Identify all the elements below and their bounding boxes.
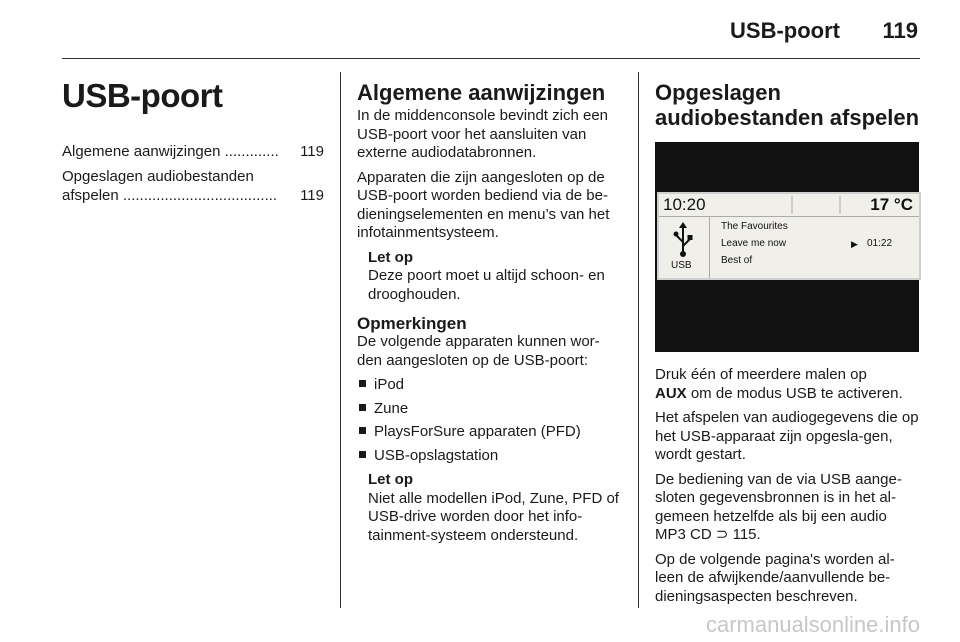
note-box: [368, 249, 623, 305]
playback-column: [655, 80, 921, 612]
clock: 10:20: [663, 195, 706, 214]
aux-key: AUX: [655, 384, 687, 402]
bullet-square-icon: [359, 427, 366, 434]
paragraph: De volgende apparaten kunnen wor-den aangesloten op de USB-poort:: [357, 333, 600, 369]
paragraph: Op de volgende pagina's worden al-leen de afwijkende/aanvullende be-dieningsaspecten beschreven.: [655, 550, 895, 605]
note-title: Let op: [368, 248, 413, 266]
page-number: 119: [882, 18, 918, 43]
note-box: [368, 471, 623, 545]
list-item: USB-opslagstation: [357, 447, 623, 466]
toc-label: Algemene aanwijzingen .............: [62, 143, 279, 160]
bullet-square-icon: [359, 380, 366, 387]
note-text: Deze poort moet u altijd schoon- en drooghouden.: [368, 267, 605, 303]
paragraph: Het afspelen van audiogegevens die op het USB-apparaat zijn opgesla-gen, wordt gestart.: [655, 409, 919, 463]
temperature: 17 °C: [870, 195, 913, 214]
column-divider: [340, 72, 341, 608]
list-item: PlaysForSure apparaten (PFD): [357, 423, 623, 442]
chapter-title: USB-poort: [62, 77, 223, 114]
display-status-bar: [659, 194, 919, 217]
section-heading: Opgeslagen audiobestanden afspelen: [655, 80, 920, 130]
reference-arrow-icon: ⊃: [715, 526, 729, 543]
toc-entry[interactable]: [62, 167, 324, 205]
toc-page: 119: [300, 143, 324, 160]
section-heading: Algemene aanwijzingen: [357, 80, 606, 105]
paragraph: In de middenconsole bevindt zich een USB-poort voor het aansluiten van externe audiodatabronnen.: [357, 107, 609, 161]
usb-icon: [673, 222, 693, 258]
bullet-square-icon: [359, 404, 366, 411]
source-label: USB: [671, 260, 692, 271]
note-text: Niet alle modellen iPod, Zune, PFD of USB-drive worden door het info-tainment-systeem ondersteund.: [368, 489, 619, 544]
column-divider: [638, 72, 639, 608]
paragraph: Druk één of meerdere malen op AUX om de modus USB te activeren.: [655, 366, 903, 402]
paragraph: Apparaten die zijn aangesloten op de USB-poort worden bediend via de be-dieningselementen en menu’s van het infotainmentsysteem.: [357, 168, 610, 241]
bullet-square-icon: [359, 451, 366, 458]
device-list: [357, 376, 623, 465]
toc-label-cont: afspelen .....................................: [62, 187, 278, 204]
toc-label: Opgeslagen audiobestanden: [62, 168, 254, 185]
play-icon: ▶: [851, 239, 858, 249]
toc-column: [62, 78, 324, 211]
watermark: carmanualsonline.info: [705, 612, 920, 637]
toc-page: 119: [300, 187, 324, 204]
paragraph: De bediening van de via USB aange-sloten gegevensbronnen is in het al-gemeen hetzelfde als bij een audio MP3 CD ⊃ 115.: [655, 470, 902, 543]
display-screen: [657, 192, 921, 280]
list-item: Zune: [357, 400, 623, 419]
track-item: Leave me now: [721, 238, 787, 249]
track-item: Best of: [721, 255, 753, 266]
infotainment-display-figure: [655, 142, 919, 352]
track-item: The Favourites: [721, 221, 788, 232]
track-duration: 01:22: [867, 238, 893, 249]
page-reference[interactable]: 115.: [732, 526, 761, 543]
note-title: Let op: [368, 471, 413, 488]
subsection-heading: Opmerkingen: [357, 314, 467, 333]
list-item: iPod: [357, 376, 623, 395]
toc-entry[interactable]: [62, 142, 324, 161]
general-info-column: [357, 80, 623, 551]
header-rule: [62, 58, 920, 59]
source-panel: [659, 216, 710, 278]
running-header-title: USB-poort: [730, 18, 840, 43]
